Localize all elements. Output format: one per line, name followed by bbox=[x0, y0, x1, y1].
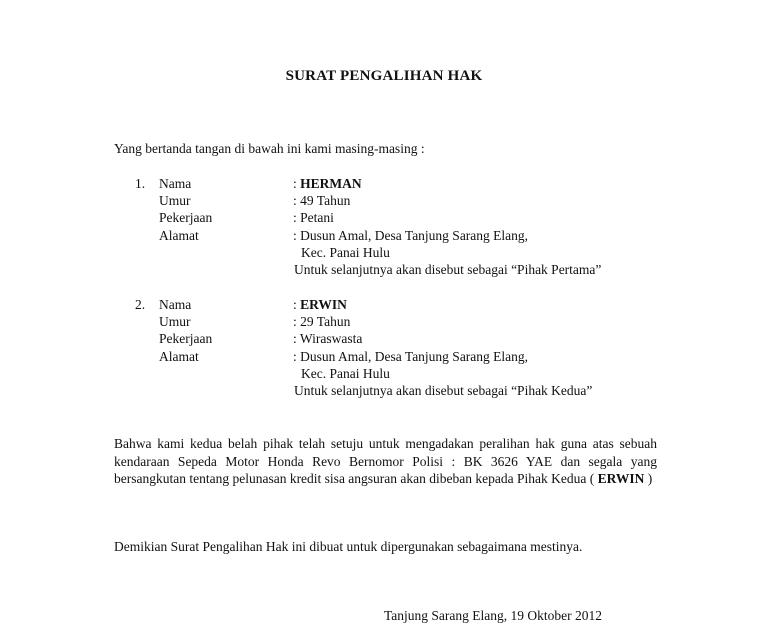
party-2-name-row bbox=[293, 296, 347, 313]
intro-text: Yang bertanda tangan di bawah ini kami masing-masing : bbox=[114, 141, 425, 156]
party-1-name-label: Nama bbox=[159, 176, 192, 191]
party-1-address-label: Alamat bbox=[159, 228, 199, 243]
party-2-address-row bbox=[293, 348, 528, 365]
colon: : bbox=[293, 314, 297, 329]
document-title: SURAT PENGALIHAN HAK bbox=[285, 68, 483, 84]
colon: : bbox=[293, 228, 297, 243]
party-2-job-value: Wiraswasta bbox=[299, 331, 363, 346]
party-2-address-line1: Dusun Amal, Desa Tanjung Sarang Elang, bbox=[300, 349, 529, 364]
party-1-job-label: Pekerjaan bbox=[159, 210, 213, 225]
body-paragraph-end: ) bbox=[644, 471, 653, 486]
party-2-age-row bbox=[293, 313, 350, 330]
party-2-address-label: Alamat bbox=[159, 349, 199, 364]
body-paragraph-name: ERWIN bbox=[597, 471, 645, 486]
colon: : bbox=[293, 176, 297, 191]
party-2-name-label: Nama bbox=[159, 297, 192, 312]
colon: : bbox=[293, 297, 297, 312]
party-1-address-line2: Kec. Panai Hulu bbox=[301, 245, 390, 260]
party-2-job-row bbox=[293, 330, 362, 347]
party-1-address-row bbox=[293, 227, 528, 244]
party-2-number: 2. bbox=[135, 297, 146, 312]
party-1-job-value: Petani bbox=[300, 210, 334, 225]
party-2-age-value: 29 Tahun bbox=[300, 314, 351, 329]
party-2-address-line2: Kec. Panai Hulu bbox=[301, 366, 390, 381]
party-2-job-label: Pekerjaan bbox=[159, 331, 213, 346]
party-1-number: 1. bbox=[135, 176, 146, 191]
colon: : bbox=[293, 210, 297, 225]
party-1-job-row bbox=[293, 209, 334, 226]
party-1-age-row bbox=[293, 192, 350, 209]
colon: : bbox=[293, 349, 297, 364]
body-paragraph-text: Bahwa kami kedua belah pihak telah setuju untuk mengadakan peralihan hak guna atas sebuah kendaraan Sepeda Motor Honda Revo Bernomor Polisi : BK 3626 YAE dan segala yang bersangkutan tentang pelunasan kredit sisa angsuran akan dibeban kepada Pihak Kedua ( bbox=[114, 436, 657, 486]
party-1-designation: Untuk selanjutnya akan disebut sebagai “Pihak Pertama” bbox=[294, 262, 602, 277]
party-1-age-label: Umur bbox=[159, 193, 191, 208]
party-1-name-row bbox=[293, 175, 362, 192]
party-2-name-value: ERWIN bbox=[300, 297, 347, 312]
body-paragraph bbox=[114, 435, 657, 488]
party-1-age-value: 49 Tahun bbox=[300, 193, 351, 208]
place-date: Tanjung Sarang Elang, 19 Oktober 2012 bbox=[384, 608, 603, 623]
colon: : bbox=[293, 331, 297, 346]
party-1-name-value: HERMAN bbox=[300, 176, 362, 191]
colon: : bbox=[293, 193, 297, 208]
party-2-age-label: Umur bbox=[159, 314, 191, 329]
party-1-address-line1: Dusun Amal, Desa Tanjung Sarang Elang, bbox=[300, 228, 529, 243]
party-2-designation: Untuk selanjutnya akan disebut sebagai “Pihak Kedua” bbox=[294, 383, 593, 398]
closing-statement: Demikian Surat Pengalihan Hak ini dibuat untuk dipergunakan sebagaimana mestinya. bbox=[114, 539, 583, 554]
